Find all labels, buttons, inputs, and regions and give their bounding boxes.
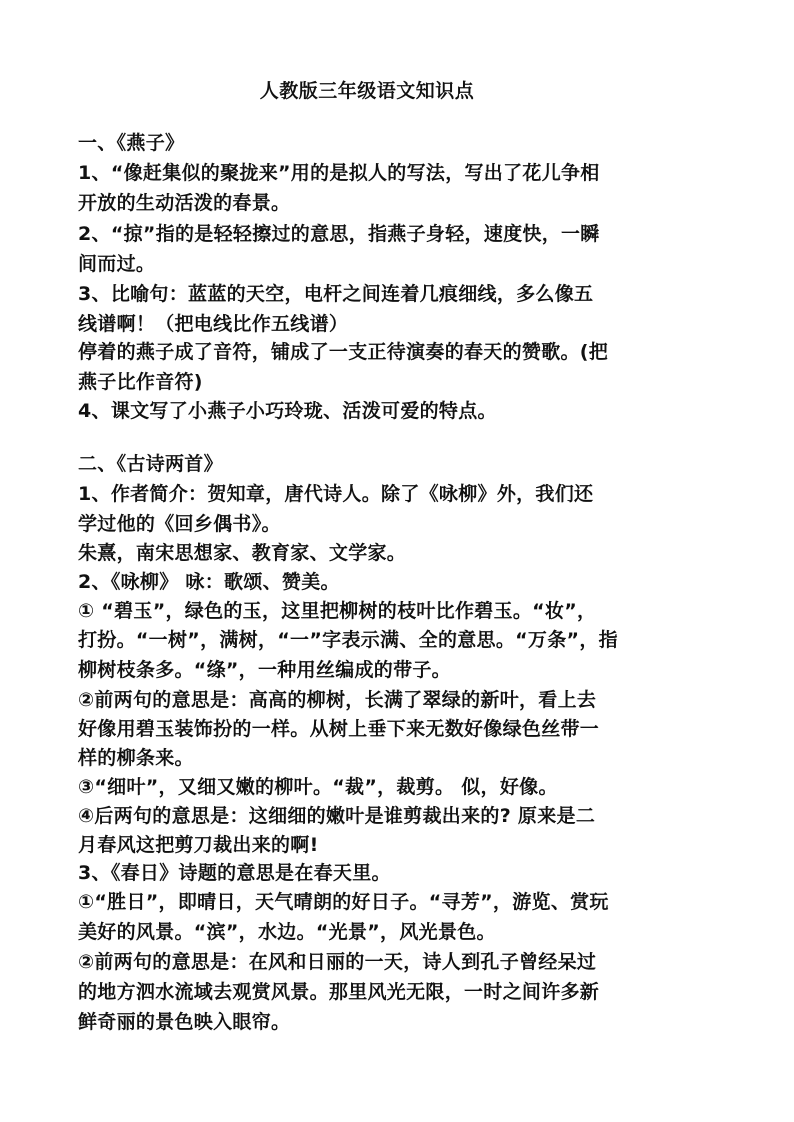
text-line: 停着的燕子成了音符，铺成了一支正待演奏的春天的赞歌。(把 (78, 341, 609, 363)
text-line: 1、作者简介：贺知章，唐代诗人。除了《咏柳》外，我们还 (78, 483, 594, 505)
text-line: 燕子比作音符) (78, 371, 203, 393)
text-line: 样的柳条来。 (78, 747, 194, 769)
text-line: 2、《咏柳》 咏：歌颂、赞美。 (78, 571, 340, 593)
text-line: 鲜奇丽的景色映入眼帘。 (78, 1011, 291, 1033)
section-heading-yanzi: 一、《燕子》 (78, 132, 185, 154)
text-line: ①“胜日”，即晴日，天气晴朗的好日子。“寻芳”，游览、赏玩 (78, 891, 609, 913)
text-line: ④后两句的意思是：这细细的嫩叶是谁剪裁出来的? 原来是二 (78, 805, 596, 827)
page-title: 人教版三年级语文知识点 (259, 80, 475, 102)
text-line: 学过他的《回乡偶书》。 (78, 513, 281, 535)
text-line: 打扮。“一树”，满树，“一”字表示满、全的意思。“万条”，指 (78, 629, 618, 651)
text-line: 开放的生动活泼的春景。 (78, 192, 291, 214)
text-line: 的地方泗水流域去观赏风景。那里风光无限，一时之间许多新 (78, 981, 600, 1003)
text-line: 间而过。 (78, 253, 156, 275)
text-line: 月春风这把剪刀裁出来的啊! (78, 834, 319, 856)
text-line: 线谱啊！（把电线比作五线谱） (78, 313, 349, 335)
text-line: 美好的风景。“滨”，水边。“光景”，风光景色。 (78, 921, 496, 943)
text-line: ① “碧玉”，绿色的玉，这里把柳树的枝叶比作碧玉。“妆”， (78, 600, 597, 622)
text-line: 1、“像赶集似的聚拢来”用的是拟人的写法，写出了花儿争相 (78, 162, 600, 184)
text-line: ③“细叶”，又细又嫩的柳叶。“裁”，裁剪。 似，好像。 (78, 776, 558, 798)
text-line: 4、课文写了小燕子小巧玲珑、活泼可爱的特点。 (78, 400, 497, 422)
text-line: 好像用碧玉装饰扮的一样。从树上垂下来无数好像绿色丝带一 (78, 718, 600, 740)
text-line: 朱熹，南宋思想家、教育家、文学家。 (78, 542, 407, 564)
text-line: 3、比喻句：蓝蓝的天空，电杆之间连着几痕细线，多么像五 (78, 283, 594, 305)
text-line: 2、“掠”指的是轻轻擦过的意思，指燕子身轻，速度快，一瞬 (78, 223, 600, 245)
section-heading-gushi: 二、《古诗两首》 (78, 453, 223, 475)
text-line: 柳树枝条多。“绦”，一种用丝编成的带子。 (78, 659, 451, 681)
text-line: ②前两句的意思是：在风和日丽的一天，诗人到孔子曾经呆过 (78, 951, 597, 973)
text-line: ②前两句的意思是：高高的柳树，长满了翠绿的新叶，看上去 (78, 689, 597, 711)
text-line: 3、《春日》诗题的意思是在春天里。 (78, 862, 391, 884)
